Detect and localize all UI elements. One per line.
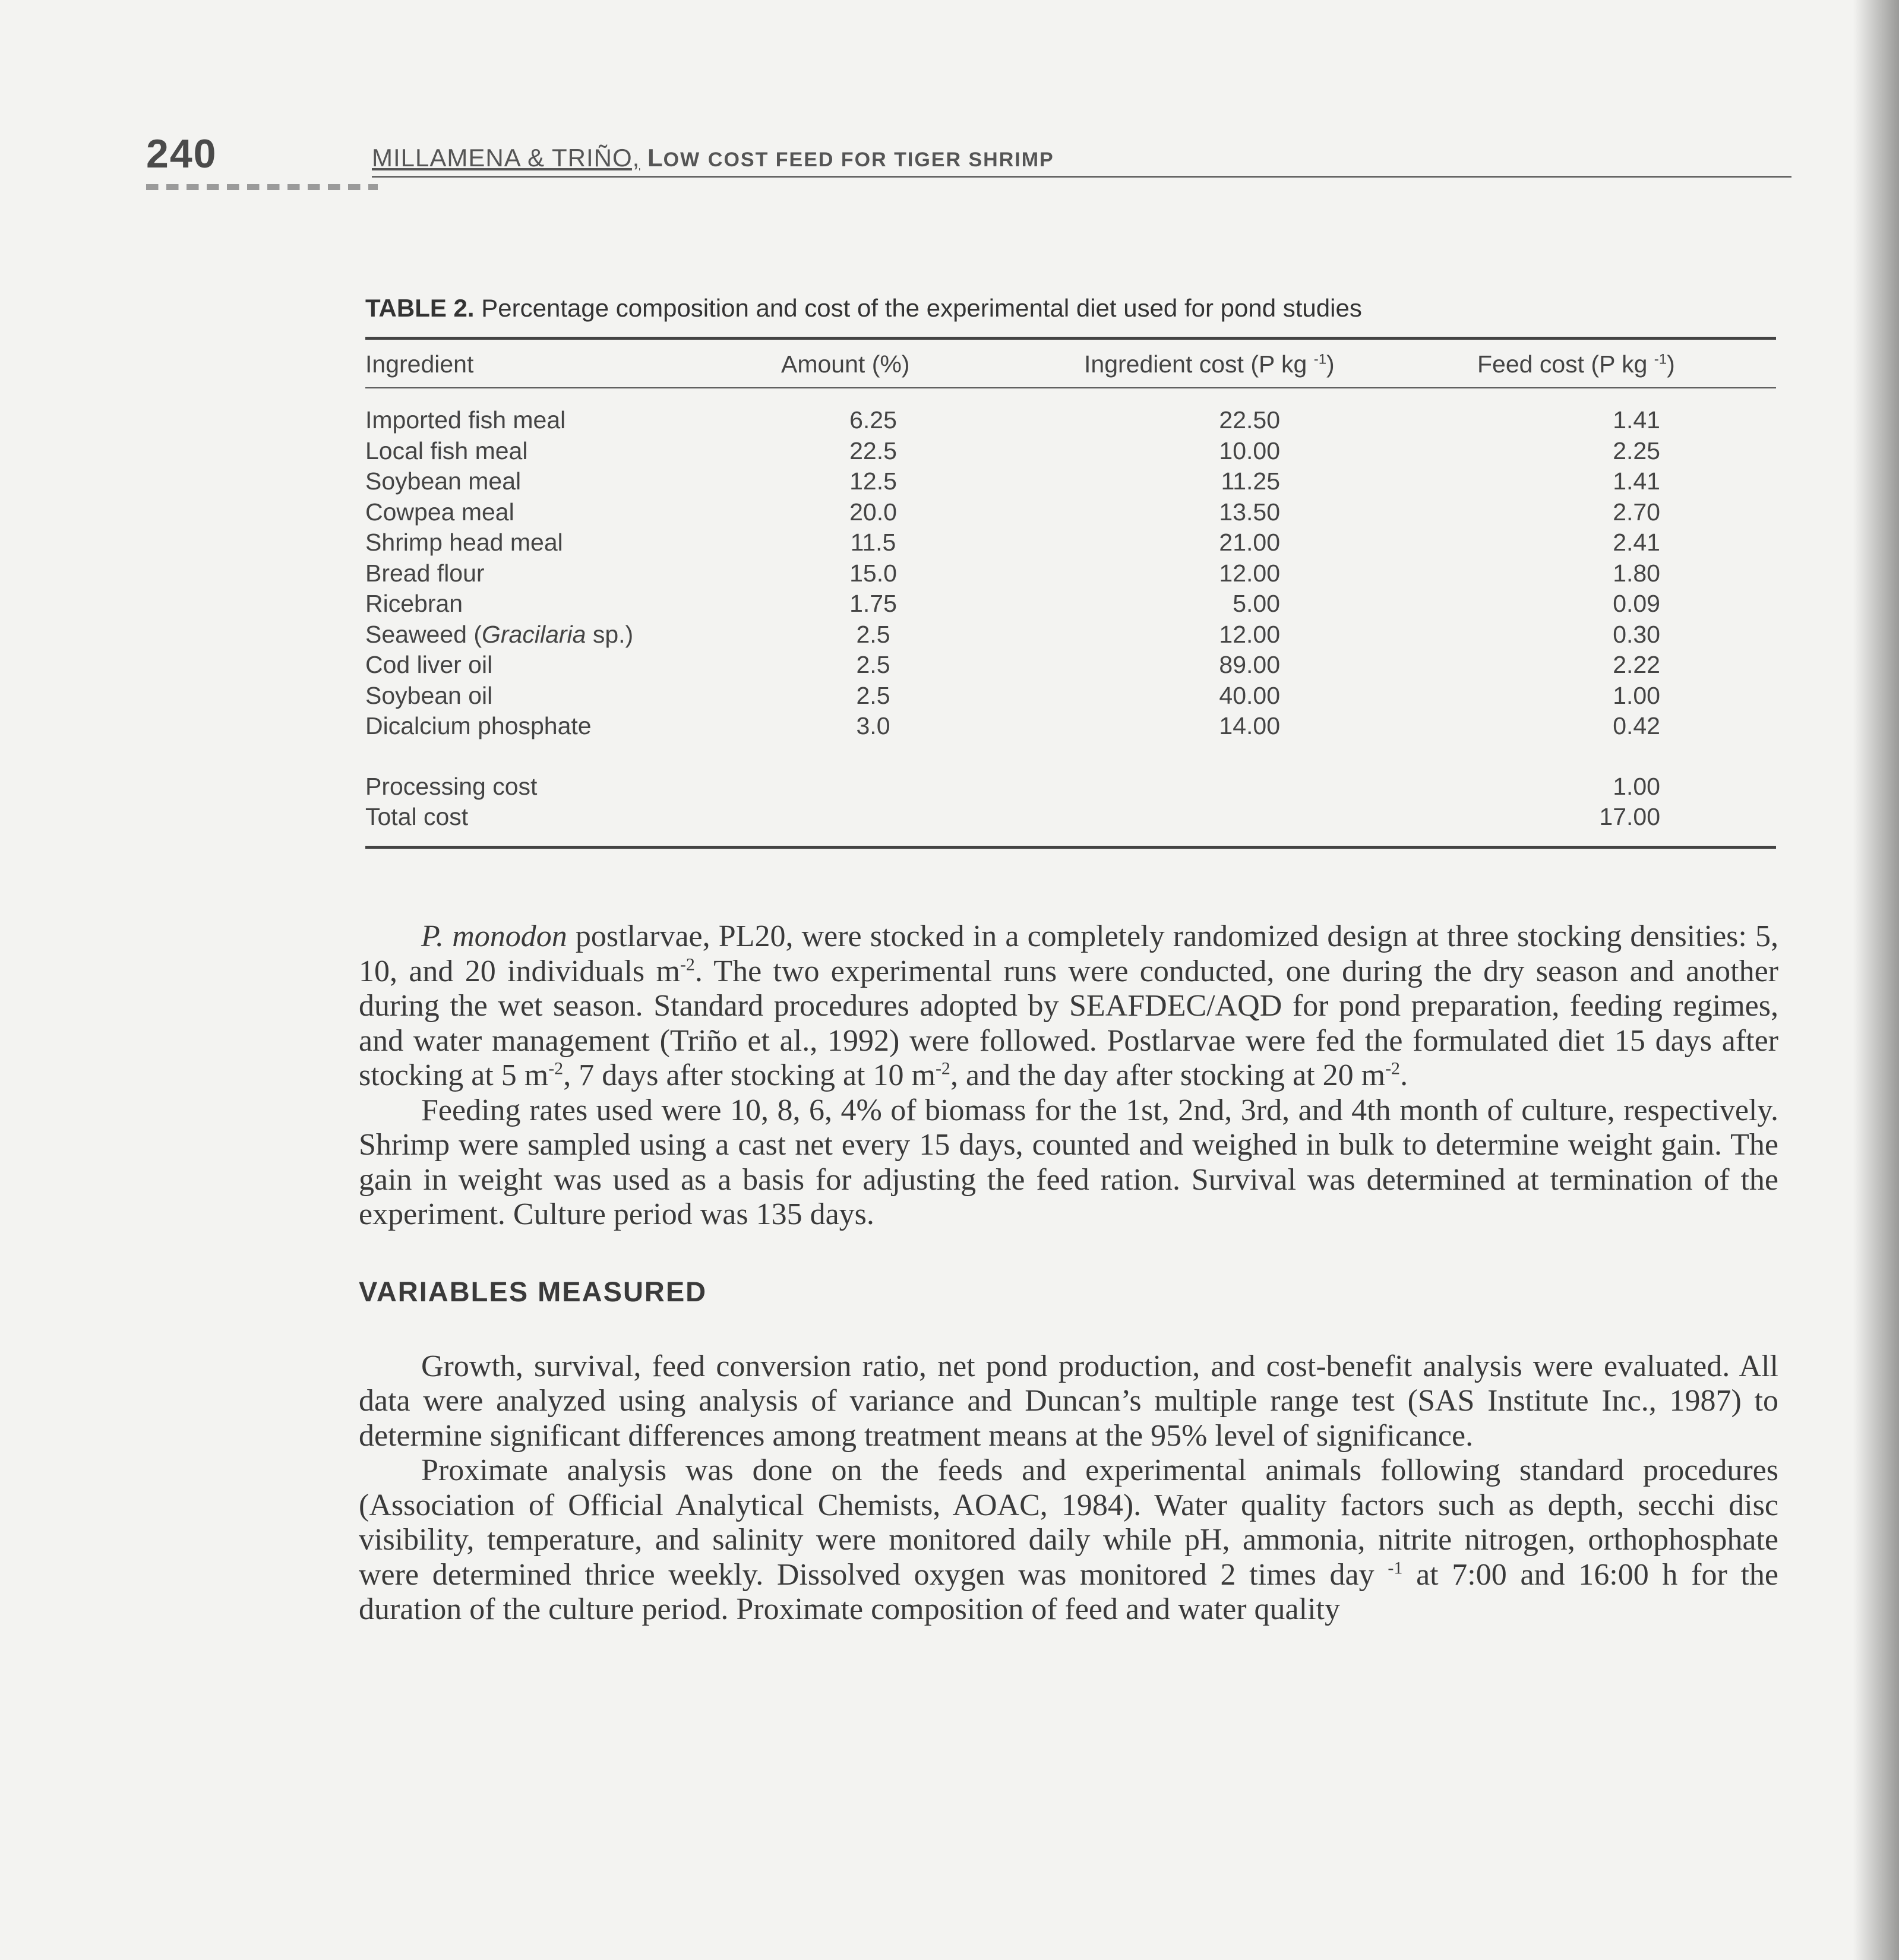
page-edge-shadow: [1853, 0, 1899, 1960]
cell-ingredient-cost: 22.50: [1219, 406, 1280, 434]
cell-ingredient-cost: 40.00: [1219, 681, 1280, 709]
section-heading: VARIABLES MEASURED: [359, 1275, 707, 1307]
header-rule: [372, 176, 1791, 178]
cell-ingredient: Ricebran: [365, 590, 463, 617]
body-text: [359, 919, 1778, 1627]
table-row: [365, 682, 1776, 713]
cell-ingredient: Soybean meal: [365, 467, 522, 495]
cell-ingredient: Shrimp head meal: [365, 529, 563, 556]
decorative-dots: [146, 184, 378, 190]
cell-ingredient-cost: 89.00: [1219, 651, 1280, 678]
table-row: [365, 467, 1776, 498]
cell-feed-cost: 1.41: [1613, 406, 1660, 434]
paragraph-proximate: Proximate analysis was done on the feeds and experimental animals following standard procedures (Association of Official Analytical Chemists, AOAC, 1984). Water quality factors such as depth, secchi disc visibility, temperature, and salinity were monitored daily while pH, ammonia, nitrite nitrogen, orthophosphate were determined thrice weekly. Dissolved oxygen was monitored 2 times day $^{-1}$ at 7:00 and 16:00 h for the duration of the culture period. Proximate composition of feed and water quality: [359, 1453, 1779, 1626]
cell-amount: 2.5: [856, 681, 890, 709]
table-row: [365, 406, 1776, 437]
table-body: [365, 388, 1776, 743]
cell-ingredient-cost: 13.50: [1219, 498, 1280, 526]
table-row: [365, 712, 1776, 743]
cell-ingredient-cost: 10.00: [1219, 437, 1280, 464]
cell-ingredient: Soybean oil: [365, 681, 493, 709]
table-caption-text: Percentage composition and cost of the experimental diet used for pond studies: [481, 294, 1362, 322]
cell-ingredient-cost: 5.00: [1233, 590, 1280, 617]
cell-ingredient: Cod liver oil: [365, 651, 493, 678]
cell-feed-cost: 0.42: [1613, 712, 1660, 739]
table-row: [365, 529, 1776, 559]
paragraph-analysis: Growth, survival, feed conversion ratio, net pond production, and cost-benefit analysis were evaluated. All data were analyzed using analysis of variance and Duncan’s multiple range test (SAS Institute Inc., 1987) to determine significant differences among treatment means at the 95% level of significance.: [359, 1349, 1778, 1453]
cell-ingredient-cost: 12.00: [1219, 620, 1280, 648]
running-title: [372, 144, 1054, 172]
cell-amount: 15.0: [849, 559, 897, 587]
table-row: [365, 559, 1776, 590]
processing-cost-value: 1.00: [1613, 772, 1660, 800]
cell-ingredient-cost: 11.25: [1221, 467, 1280, 495]
cell-amount: 6.25: [849, 406, 897, 434]
cell-amount: 20.0: [849, 498, 897, 526]
cell-ingredient: Dicalcium phosphate: [365, 712, 592, 739]
cell-feed-cost: 0.30: [1613, 620, 1660, 648]
cell-ingredient: Cowpea meal: [365, 498, 514, 526]
cell-feed-cost: 2.70: [1613, 498, 1660, 526]
page-number: 240: [146, 131, 217, 176]
table-caption: [365, 294, 1776, 323]
total-cost-label: Total cost: [365, 803, 469, 830]
total-cost-row: [365, 803, 1776, 834]
cell-ingredient: Bread flour: [365, 559, 485, 587]
running-title-ow: OW: [663, 148, 701, 171]
cell-feed-cost: 1.00: [1613, 681, 1660, 709]
cell-amount: 11.5: [850, 529, 896, 556]
table-row: [365, 437, 1776, 468]
cell-feed-cost: 2.22: [1613, 651, 1660, 678]
processing-cost-label: Processing cost: [365, 772, 538, 800]
cell-amount: 2.5: [856, 620, 890, 648]
paragraph-feeding: Feeding rates used were 10, 8, 6, 4% of biomass for the 1st, 2nd, 3rd, and 4th month of culture, respectively. Shrimp were sampled using a cast net every 15 days, counted and weighed in bulk to determine weight gain. The gain in weight was used as a basis for adjusting the feed ration. Survival was determined at termination of the experiment. Culture period was 135 days.: [359, 1093, 1778, 1231]
cell-feed-cost: 2.41: [1613, 529, 1660, 556]
cell-feed-cost: 1.80: [1613, 559, 1660, 587]
table-2: [365, 294, 1776, 849]
header-ingredient: Ingredient: [365, 350, 474, 378]
table-row: [365, 651, 1776, 682]
cell-feed-cost: 0.09: [1613, 590, 1660, 617]
cell-ingredient: Seaweed (Gracilaria sp.): [365, 620, 634, 648]
cell-ingredient-cost: 12.00: [1219, 559, 1280, 587]
table-label: TABLE 2.: [365, 294, 475, 322]
table-header: [365, 340, 1776, 387]
table-bottom-rule: [365, 846, 1776, 849]
cell-amount: 12.5: [849, 467, 897, 495]
header-amount: Amount (%): [781, 350, 910, 378]
cell-amount: 3.0: [856, 712, 890, 739]
cell-amount: 2.5: [856, 651, 890, 678]
cell-feed-cost: 1.41: [1613, 467, 1660, 495]
cell-ingredient: Imported fish meal: [365, 406, 566, 434]
cell-ingredient-cost: 21.00: [1219, 529, 1280, 556]
cell-ingredient: Local fish meal: [365, 437, 528, 464]
running-authors: MILLAMENA & TRIÑO,: [372, 144, 640, 172]
cell-feed-cost: 2.25: [1613, 437, 1660, 464]
table-row: [365, 498, 1776, 529]
running-title-initial: L: [647, 144, 663, 172]
paragraph-methods: P. monodon postlarvae, PL20, were stocked in a completely randomized design at three stocking densities: 5, 10, and 20 individuals $m^{-2}$. The two experimental runs were conducted, one during the dry season and another during the wet season. Standard procedures adopted by SEAFDEC/AQD for pond preparation, feeding regimes, and water management (Triño et al., 1992) were followed. Postlarvae were fed the formulated diet 15 days after stocking at 5 $m^{-2}$, 7 days after stocking at 10 $m^{-2}$, and the day after stocking at 20 $m^{-2}$.: [359, 919, 1778, 1092]
processing-cost-row: [365, 773, 1776, 804]
table-row: [365, 590, 1776, 621]
header-ingredient-cost: Ingredient cost (P kg $^{-1}$): [1084, 350, 1335, 378]
cell-amount: 1.75: [849, 590, 897, 617]
header-feed-cost: Feed cost (P kg $^{-1}$): [1477, 350, 1675, 378]
cell-ingredient-cost: 14.00: [1219, 712, 1280, 739]
total-cost-value: 17.00: [1599, 803, 1660, 830]
table-row: [365, 621, 1776, 652]
cell-amount: 22.5: [849, 437, 897, 464]
running-head: [146, 131, 1791, 190]
running-title-rest: COST FEED FOR TIGER SHRIMP: [707, 148, 1054, 171]
